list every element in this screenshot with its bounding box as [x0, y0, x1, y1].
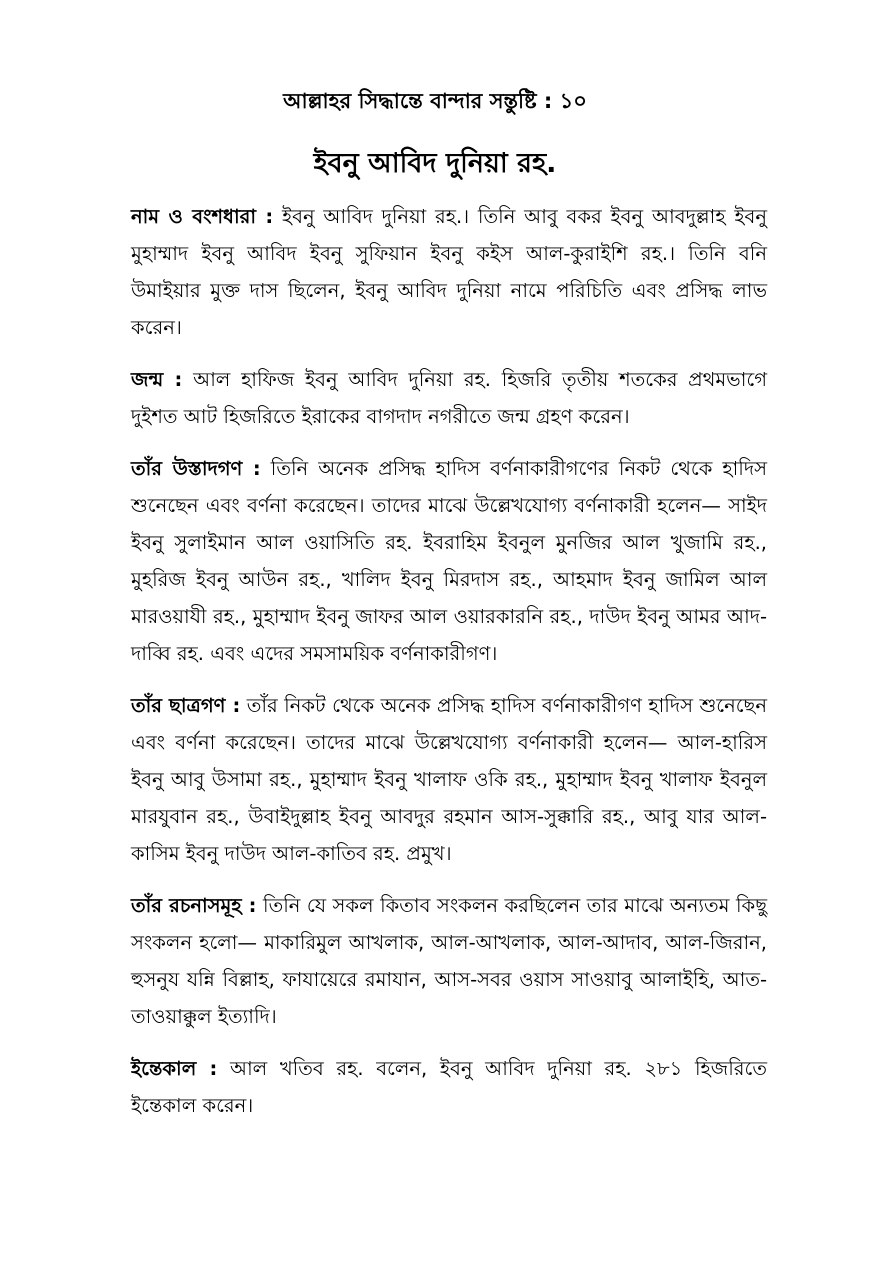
section-name-lineage	[131, 198, 767, 346]
section-text: আল হাফিজ ইবনু আবিদ দুনিয়া রহ. হিজরি তৃতীয় শতকের প্রথমভাগে দুইশত আট হিজরিতে ইরাকের বাগদাদ নগরীতে জন্ম গ্রহণ করেন।	[131, 368, 767, 428]
section-teachers	[131, 450, 767, 672]
section-text: আল খতিব রহ. বলেন, ইবনু আবিদ দুনিয়া রহ. ২৮১ হিজরিতে ইন্তেকাল করেন।	[131, 1057, 767, 1117]
section-students	[131, 687, 767, 872]
section-death	[131, 1050, 767, 1124]
section-label: জন্ম :	[131, 368, 183, 391]
section-works	[131, 887, 767, 1035]
section-text: তিনি যে সকল কিতাব সংকলন করছিলেন তার মাঝে অন্যতম কিছু সংকলন হলো— মাকারিমুল আখলাক, আল-আখলাক, আল-আদাব, আল-জিরান, হুসনুয যন্নি বিল্লাহ, ফাযায়েরে রমাযান, আস-সবর ওয়াস সাওয়াবু আলাইহি, আত-তাওয়াক্কুল ইত্যাদি।	[131, 894, 768, 1028]
section-text: তিনি অনেক প্রসিদ্ধ হাদিস বর্ণনাকারীগণের নিকট থেকে হাদিস শুনেছেন এবং বর্ণনা করেছেন। তাদের মাঝে উল্লেখযোগ্য বর্ণনাকারী হলেন— সাইদ ইবনু সুলাইমান আল ওয়াসিতি রহ. ইবরাহিম ইবনুল মুনজির আল খুজামি রহ., মুহরিজ ইবনু আউন রহ., খালিদ ইবনু মিরদাস রহ., আহমাদ ইবনু জামিল আল মারওয়াযী রহ., মুহাম্মাদ ইবনু জাফর আল ওয়ারকারনি রহ., দাউদ ইবনু আমর আদ-দাব্বি রহ. এবং এদের সমসাময়িক বর্ণনাকারীগণ।	[131, 457, 768, 665]
section-birth	[131, 361, 767, 435]
section-text: ইবনু আবিদ দুনিয়া রহ.। তিনি আবু বকর ইবনু আবদুল্লাহ ইবনু মুহাম্মাদ ইবনু আবিদ ইবনু সুফিয়ান ইবনু কইস আল-কুরাইশি রহ.। তিনি বনি উমাইয়ার মুক্ত দাস ছিলেন, ইবনু আবিদ দুনিয়া নামে পরিচিতি এবং প্রসিদ্ধ লাভ করেন।	[131, 205, 768, 339]
section-label: তাঁর রচনাসমূহ :	[131, 894, 257, 917]
section-text: তাঁর নিকট থেকে অনেক প্রসিদ্ধ হাদিস বর্ণনাকারীগণ হাদিস শুনেছেন এবং বর্ণনা করেছেন। তাদের মাঝে উল্লেখযোগ্য বর্ণনাকারী হলেন— আল-হারিস ইবনু আবু উসামা রহ., মুহাম্মাদ ইবনু খালাফ ওকি রহ., মুহাম্মাদ ইবনু খালাফ ইবনুল মারযুবান রহ., উবাইদুল্লাহ ইবনু আবদুর রহমান আস-সুক্কারি রহ., আবু যার আল-কাসিম ইবনু দাউদ আল-কাতিব রহ. প্রমুখ।	[131, 694, 767, 865]
section-label: ইন্তেকাল :	[131, 1057, 218, 1080]
section-label: তাঁর ছাত্রগণ :	[131, 694, 241, 717]
chapter-title: ইবনু আবিদ দুনিয়া রহ.	[313, 148, 557, 179]
section-label: নাম ও বংশধারা :	[131, 205, 274, 228]
section-label: তাঁর উস্তাদগণ :	[131, 457, 261, 480]
running-head: আল্লাহর সিদ্ধান্তে বান্দার সন্তুষ্টি : ১০	[283, 89, 587, 113]
body-text	[131, 198, 767, 1124]
